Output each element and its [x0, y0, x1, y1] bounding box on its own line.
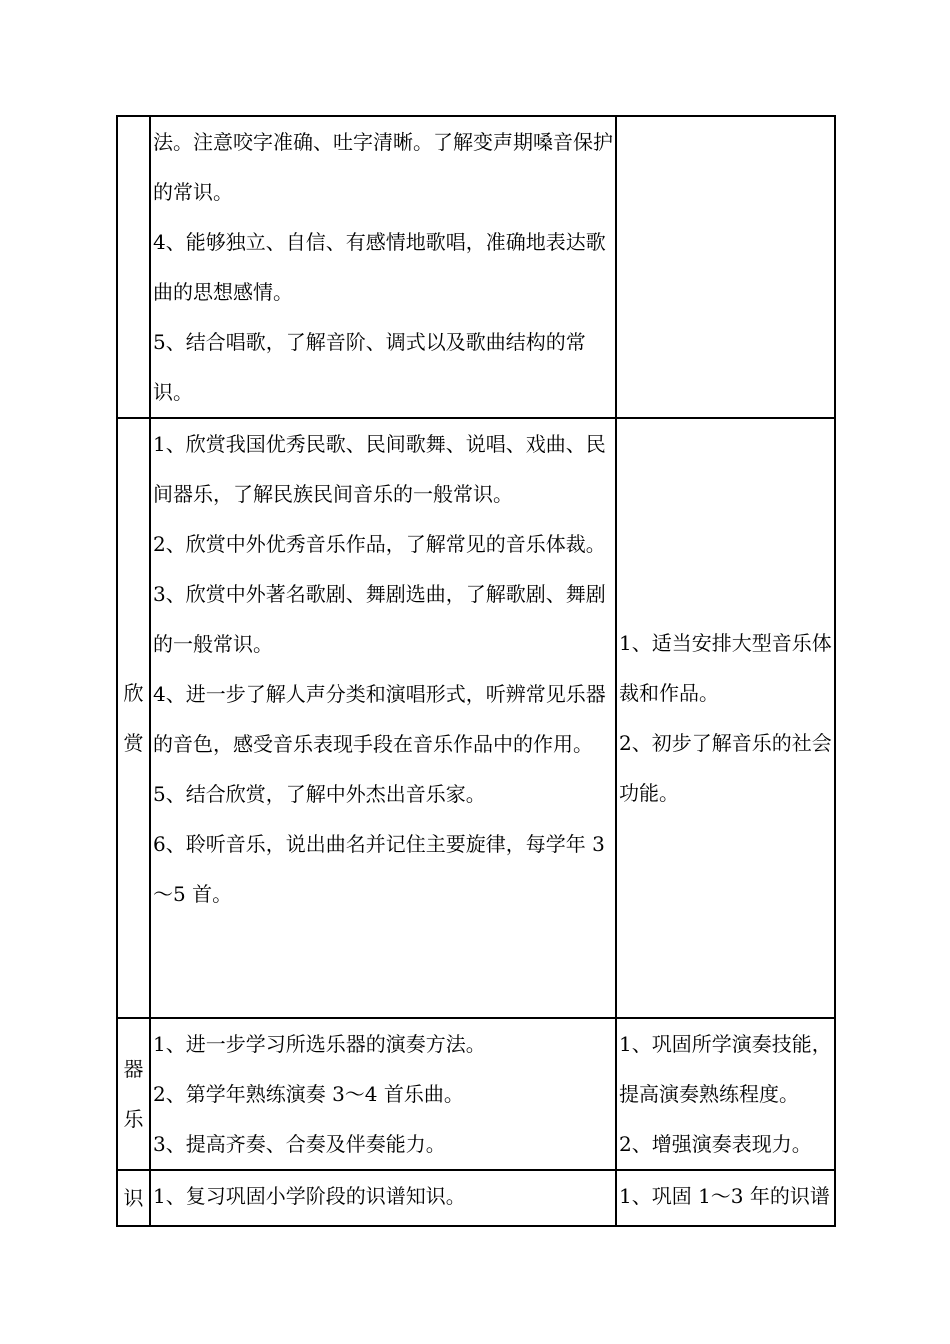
- content-item: 6、聆听音乐，说出曲名并记住主要旋律，每学年 3～5 首。: [153, 832, 605, 906]
- category-label-char: 欣: [123, 681, 144, 705]
- content-item: 5、结合欣赏，了解中外杰出音乐家。: [153, 782, 486, 806]
- content-item: 2、第学年熟练演奏 3～4 首乐曲。: [153, 1082, 464, 1106]
- content-cell: [150, 1018, 616, 1170]
- notes-cell: [616, 418, 835, 1018]
- notes-cell: [616, 116, 835, 418]
- category-label-char: 器: [123, 1057, 144, 1081]
- category-cell: [117, 1018, 150, 1170]
- table-row: [117, 116, 835, 418]
- table-row: [117, 1170, 835, 1226]
- category-cell: [117, 1170, 150, 1226]
- content-item: 1、进一步学习所选乐器的演奏方法。: [153, 1032, 486, 1056]
- content-item: 3、欣赏中外著名歌剧、舞剧选曲，了解歌剧、舞剧的一般常识。: [153, 582, 606, 656]
- content-cell: [150, 116, 616, 418]
- content-item: 4、能够独立、自信、有感情地歌唱，准确地表达歌曲的思想感情。: [153, 230, 606, 304]
- notes-cell: [616, 1018, 835, 1170]
- category-cell: [117, 418, 150, 1018]
- content-item: 5、结合唱歌，了解音阶、调式以及歌曲结构的常识。: [153, 330, 586, 404]
- note-item: 1、巩固 1～3 年的识谱: [619, 1184, 830, 1208]
- category-label-char: 乐: [123, 1107, 144, 1131]
- curriculum-table: [116, 115, 836, 1227]
- content-item: 3、提高齐奏、合奏及伴奏能力。: [153, 1132, 446, 1156]
- category-label-char: 赏: [123, 731, 144, 755]
- table-row: [117, 1018, 835, 1170]
- note-item: 1、适当安排大型音乐体裁和作品。: [619, 631, 832, 705]
- content-item: 4、进一步了解人声分类和演唱形式，听辨常见乐器的音色，感受音乐表现手段在音乐作品中的作用。: [153, 682, 606, 756]
- content-item: 2、欣赏中外优秀音乐作品，了解常见的音乐体裁。: [153, 532, 606, 556]
- content-cell: [150, 1170, 616, 1226]
- content-item: 1、复习巩固小学阶段的识谱知识。: [153, 1184, 466, 1208]
- content-cell: [150, 418, 616, 1018]
- table-row: [117, 418, 835, 1018]
- content-item: 法。注意咬字准确、吐字清晰。了解变声期嗓音保护的常识。: [153, 130, 613, 204]
- note-item: 2、初步了解音乐的社会功能。: [619, 731, 832, 805]
- category-cell: [117, 116, 150, 418]
- note-item: 2、增强演奏表现力。: [619, 1132, 812, 1156]
- content-item: 1、欣赏我国优秀民歌、民间歌舞、说唱、戏曲、民间器乐，了解民族民间音乐的一般常识。: [153, 432, 606, 506]
- notes-cell: [616, 1170, 835, 1226]
- note-item: 1、巩固所学演奏技能，提高演奏熟练程度。: [619, 1032, 832, 1106]
- category-label: 识: [123, 1186, 144, 1210]
